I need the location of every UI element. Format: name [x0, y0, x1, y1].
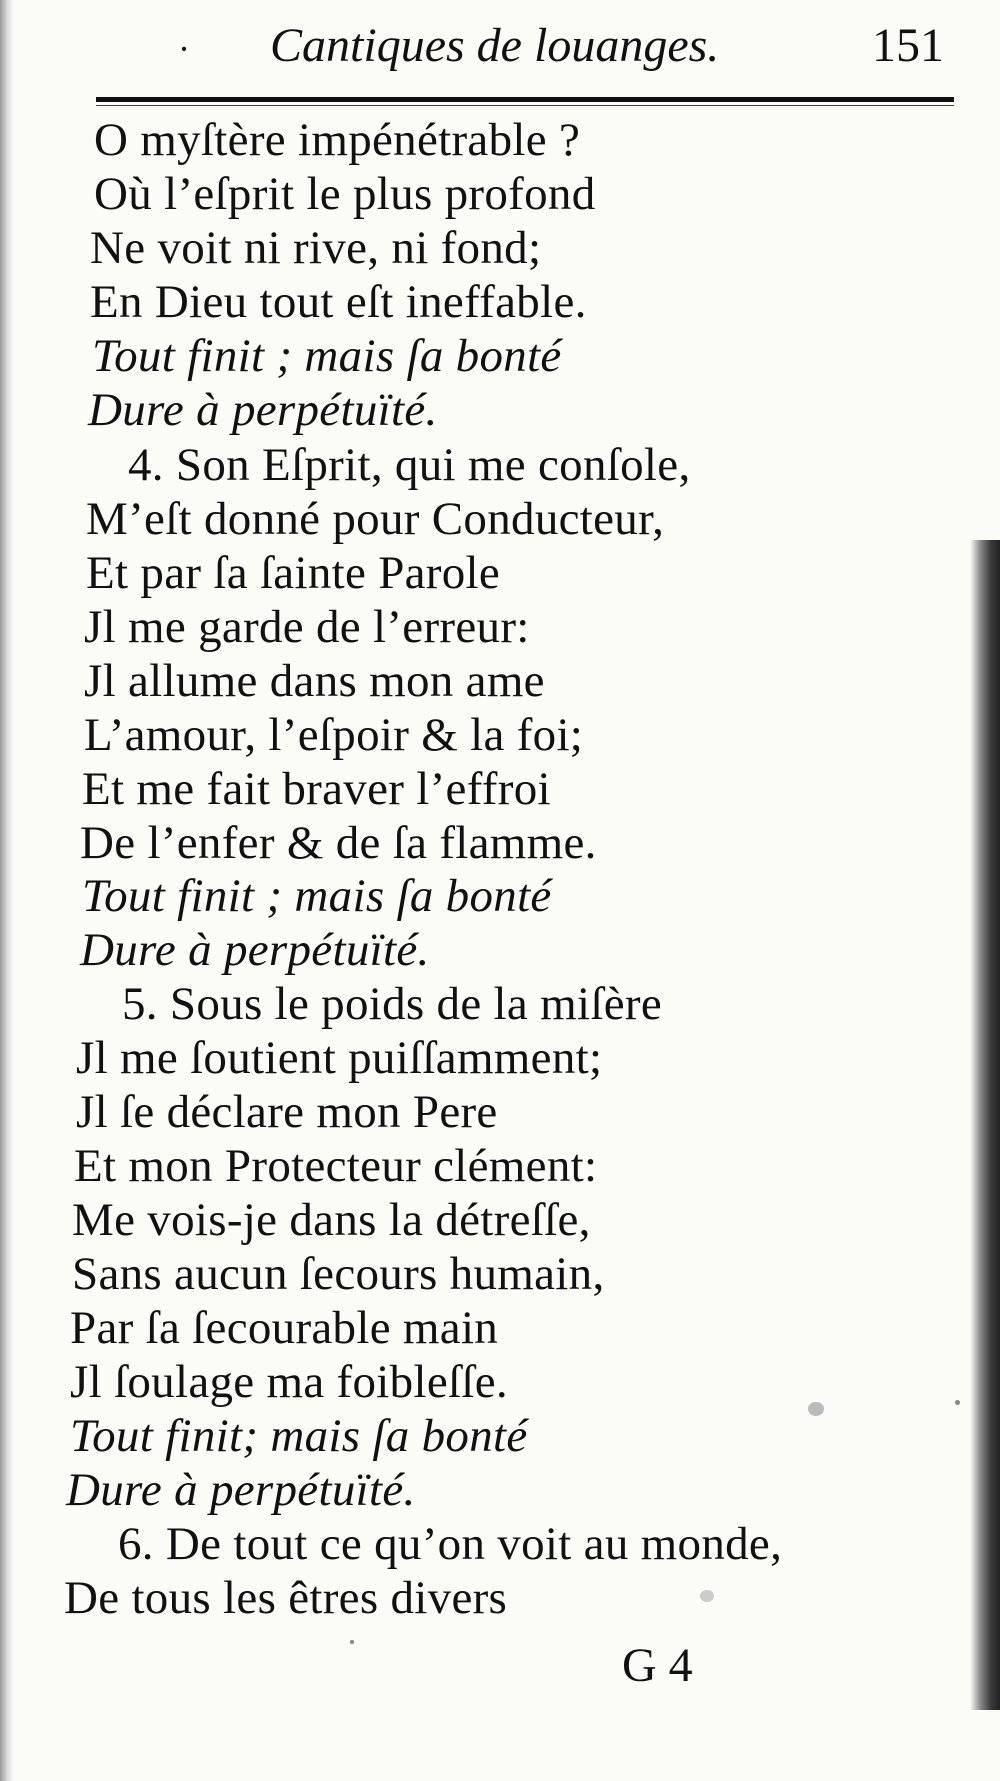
text-line: Me vois-je dans la détreſſe,: [72, 1194, 591, 1246]
text-line: M’eſt donné pour Conducteur,: [86, 493, 665, 545]
text-line: Jl ſoulage ma foibleſſe.: [70, 1356, 508, 1408]
text-line: Jl me garde de l’erreur:: [84, 601, 530, 653]
header-rule: [96, 97, 954, 102]
verse-start-line: 4. Son Eſprit, qui me conſole,: [128, 439, 691, 491]
binding-shadow: [0, 0, 14, 1781]
verse-start-line: 5. Sous le poids de la miſère: [122, 978, 662, 1030]
verse-start-line: 6. De tout ce qu’on voit au monde,: [118, 1518, 783, 1570]
text-line: De tous les êtres divers: [64, 1572, 508, 1624]
refrain-line: Tout finit; mais ſa bonté: [70, 1410, 528, 1462]
text-line: Où l’eſprit le plus profond: [94, 168, 596, 220]
paper-speck: [350, 1640, 354, 1644]
text-line: Par ſa ſecourable main: [70, 1302, 499, 1354]
paper-speck: [955, 1400, 960, 1405]
text-line: En Dieu tout eſt ineffable.: [90, 276, 587, 328]
text-line: Jl me ſoutient puiſſamment;: [76, 1032, 603, 1084]
text-line: Et mon Protecteur clément:: [74, 1140, 598, 1192]
running-head: Cantiques de louanges.: [270, 19, 720, 72]
paper-speck: [808, 1402, 824, 1416]
text-line: L’amour, l’eſpoir & la foi;: [84, 709, 584, 761]
text-line: Jl allume dans mon ame: [84, 655, 545, 707]
paper-speck: [700, 1590, 714, 1602]
refrain-line: Tout finit ; mais ſa bonté: [92, 330, 562, 382]
refrain-line: Dure à perpétuïté.: [80, 924, 430, 976]
text-line: Et me fait braver l’effroi: [82, 763, 551, 815]
signature-mark: G 4: [622, 1639, 693, 1692]
header-dot: ·: [178, 29, 190, 69]
refrain-line: Dure à perpétuïté.: [88, 384, 438, 436]
refrain-line: Tout finit ; mais ſa bonté: [82, 870, 552, 922]
text-line: Ne voit ni rive, ni fond;: [90, 222, 542, 274]
text-line: Et par ſa ſainte Parole: [86, 547, 501, 599]
header-rule-thin: [96, 105, 954, 106]
text-line: Jl ſe déclare mon Pere: [76, 1086, 498, 1138]
text-line: De l’enfer & de ſa flamme.: [80, 817, 597, 869]
refrain-line: Dure à perpétuïté.: [66, 1464, 416, 1516]
text-line: Sans aucun ſecours humain,: [72, 1248, 605, 1300]
page-number: 151: [872, 19, 944, 72]
text-line: O myſtère impénétrable ?: [94, 114, 581, 166]
page-edge-shadow: [970, 540, 1000, 1710]
